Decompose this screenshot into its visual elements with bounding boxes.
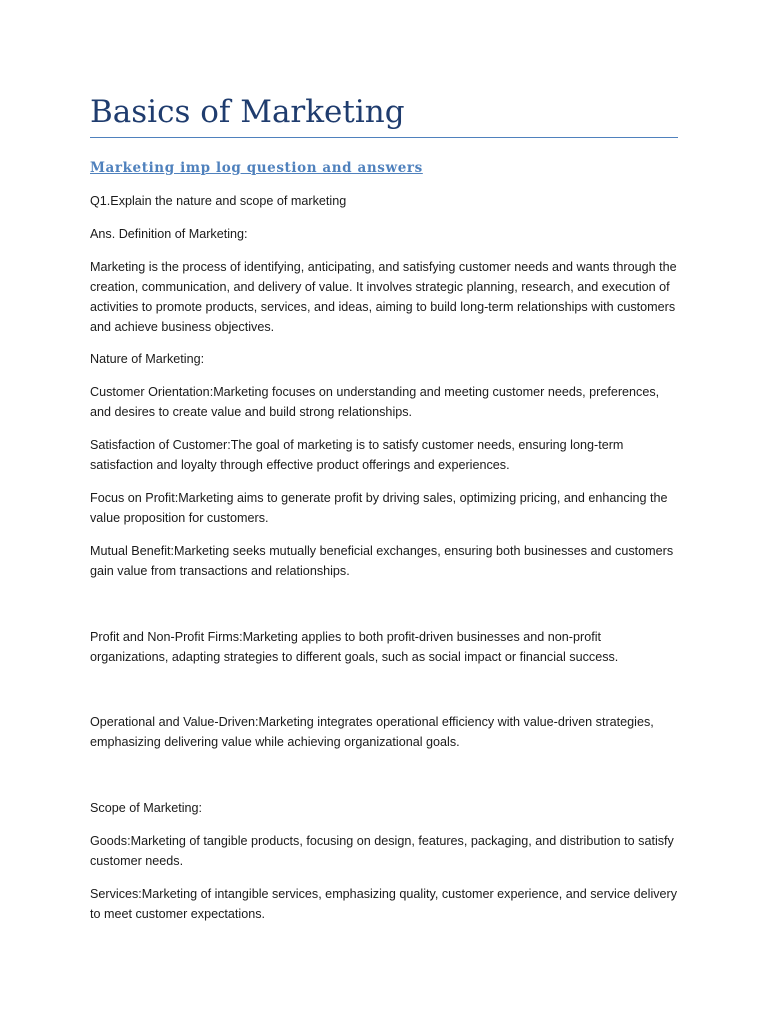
profit-nonprofit-paragraph: Profit and Non-Profit Firms:Marketing applies to both profit-driven businesses and non-profit organizations, adapting strategies to different goals, such as social impact or financial success. bbox=[90, 630, 619, 664]
goods-paragraph: Goods:Marketing of tangible products, focusing on design, features, packaging, and distribution to satisfy customer needs. bbox=[90, 834, 674, 868]
document-title: Basics of Marketing bbox=[90, 94, 405, 130]
answer-heading: Ans. Definition of Marketing: bbox=[90, 227, 248, 241]
mutual-benefit-paragraph: Mutual Benefit:Marketing seeks mutually beneficial exchanges, ensuring both businesses and customers gain value from transactions and relationships. bbox=[90, 544, 674, 578]
operational-value-paragraph: Operational and Value-Driven:Marketing integrates operational efficiency with value-driven strategies, emphasizing delivering value while achieving organizational goals. bbox=[90, 715, 654, 749]
customer-satisfaction-paragraph: Satisfaction of Customer:The goal of marketing is to satisfy customer needs, ensuring long-term satisfaction and loyalty through effective product offerings and experiences. bbox=[90, 438, 624, 472]
document-subtitle: Marketing imp log question and answers bbox=[90, 160, 423, 176]
nature-heading: Nature of Marketing: bbox=[90, 352, 205, 366]
services-paragraph: Services:Marketing of intangible services, emphasizing quality, customer experience, and service delivery to meet customer expectations. bbox=[90, 887, 678, 921]
definition-paragraph: Marketing is the process of identifying, anticipating, and satisfying customer needs and wants through the creation, communication, and delivery of value. It involves strategic planning, research, and execution of activities to promote products, services, and ideas, aiming to build long-term relationships with customers and achieve business objectives. bbox=[90, 260, 677, 334]
focus-on-profit-paragraph: Focus on Profit:Marketing aims to generate profit by driving sales, optimizing pricing, and enhancing the value proposition for customers. bbox=[90, 491, 668, 525]
scope-heading: Scope of Marketing: bbox=[90, 801, 203, 815]
question-text: Q1.Explain the nature and scope of marketing bbox=[90, 194, 347, 208]
title-underline-divider bbox=[90, 137, 678, 138]
customer-orientation-paragraph: Customer Orientation:Marketing focuses on understanding and meeting customer needs, preferences, and desires to create value and build strong relationships. bbox=[90, 385, 660, 419]
